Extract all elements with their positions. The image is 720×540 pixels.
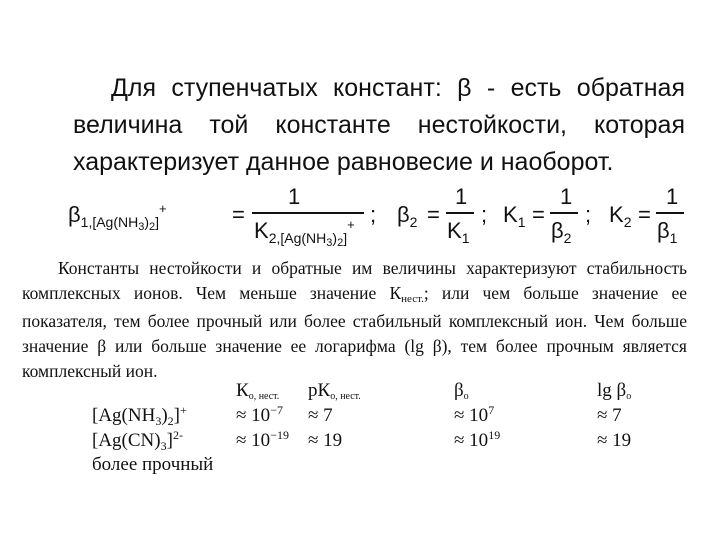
formula-strip (0, 180, 720, 260)
row-1-beta: ≈ $10^7$ (454, 403, 495, 426)
header-beta: βо (454, 380, 469, 402)
header-k: Ко, нест. (236, 380, 280, 402)
row-2-beta: ≈ $10^{19}$ (454, 428, 501, 451)
header-pk: рКо, нест. (308, 380, 361, 402)
f3-equals: = (532, 202, 545, 227)
row-1-lg-beta: ≈ 7 (597, 405, 622, 426)
f4-equals: = (638, 202, 651, 227)
row-2-ion: $[Ag(CN)_3]^{2-}$ (92, 428, 183, 453)
row-2-pk: ≈ 19 (308, 430, 343, 451)
row-1-k: ≈ $10^{-7}$ (236, 403, 283, 426)
row-2-lg-beta: ≈ 19 (597, 430, 632, 451)
f1-denominator: $K_{2,[Ag(NH_3)_2]}^+$ (254, 217, 355, 249)
table-footer-note: более прочный (92, 454, 214, 475)
intro-rest: - есть обратная величина той константе нестойкости, которая характеризует данное равновесие и наоборот. (73, 74, 685, 176)
beta-symbol: β (68, 202, 81, 227)
f2-denominator: $K_1$ (447, 218, 470, 246)
stability-paragraph: Константы нестойкости и обратные им величины характеризуют стабильность комплексных ионов. Чем меньше значение Кнест.; или чем больше значение ее показателя, тем более прочный или более стабильный комплексный ион. Чем больше значение β или больше значение ее логарифма (lg β), тем более прочным является комплексный ион. (22, 258, 688, 381)
formula-2-lhs: $\beta_2$ (397, 202, 418, 230)
f2-fraction-bar (446, 212, 474, 214)
formula-1-lhs (68, 201, 167, 233)
intro-beta: β (457, 74, 472, 102)
row-2-k: ≈ $10^{-19}$ (236, 428, 289, 451)
f4-denominator: $\beta_1$ (657, 218, 678, 246)
f3-fraction-bar (550, 212, 578, 214)
f4-numerator: 1 (666, 184, 679, 209)
row-1-ion: $[Ag(NH_3)_2]^+$ (92, 403, 187, 428)
f1-equals: = (232, 202, 245, 227)
f1-numerator: 1 (288, 184, 301, 209)
f1-fraction-bar (252, 212, 364, 214)
intro-lead: Для ступенчатых констант: (111, 74, 458, 102)
f1-lhs-subscript: 1,[Ag(NH3)2] (80, 214, 160, 233)
formula-3-lhs: $K_1$ (503, 202, 526, 230)
f3-separator: ; (585, 202, 592, 227)
row-1-pk: ≈ 7 (308, 405, 333, 426)
header-lg-beta: lg βо (597, 380, 632, 402)
f1-lhs-charge: + (159, 201, 167, 216)
f1-separator: ; (370, 202, 377, 227)
f2-separator: ; (481, 202, 488, 227)
f3-denominator: $\beta_2$ (551, 218, 572, 246)
f4-fraction-bar (656, 212, 684, 214)
intro-paragraph (73, 70, 685, 181)
f2-numerator: 1 (455, 184, 468, 209)
f2-equals: = (427, 202, 440, 227)
f3-numerator: 1 (560, 184, 573, 209)
formula-4-lhs: $K_2$ (609, 202, 632, 230)
